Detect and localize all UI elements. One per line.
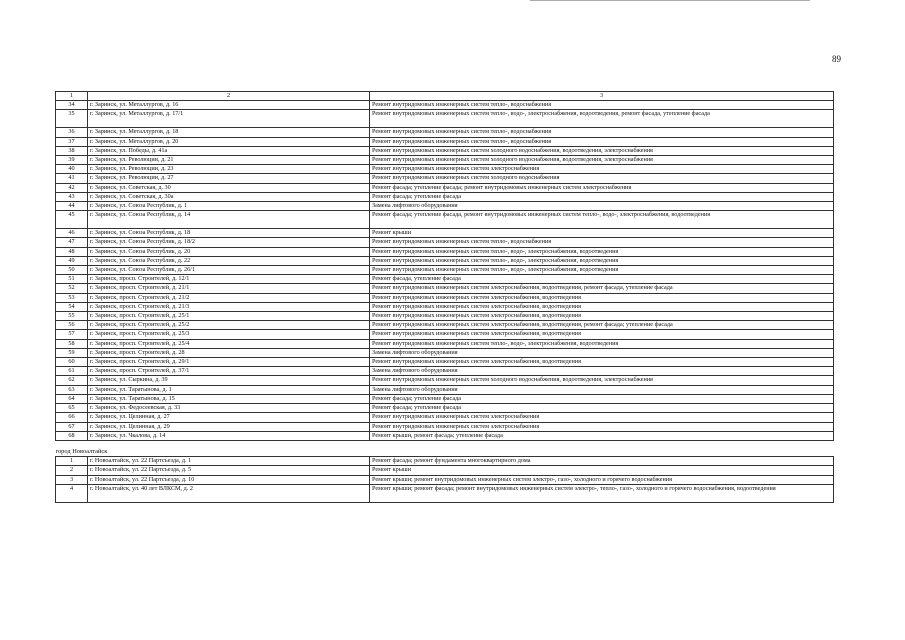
row-address: г. Новоалтайск, ул. 40 лет ВЛКСМ, д. 2 [88,484,370,502]
row-work-type: Ремонт крыши [370,229,834,238]
table-row [56,165,834,174]
row-work-type: Ремонт фасада; утепление фасада [370,394,834,403]
table-row [56,385,834,394]
row-address: г. Заринск, ул. Металлургов, д. 17/1 [88,110,370,128]
row-address: г. Заринск, ул. Союза Республик, д. 26/1 [88,266,370,275]
table-row [56,466,834,475]
header-col-1: 1 [56,92,88,101]
row-address: г. Заринск, просп. Строителей, д. 21/2 [88,293,370,302]
table-row [56,284,834,293]
row-number: 60 [56,358,88,367]
row-number: 68 [56,431,88,440]
row-work-type: Ремонт крыши; ремонт фасада; ремонт внутридомовых инженерных систем электро-, тепло-, газо-, холодного и горячего водоснабжения, водоотведения [370,484,834,502]
row-address: г. Заринск, ул. Металлургов, д. 18 [88,128,370,137]
row-number: 66 [56,413,88,422]
repair-program-table [55,91,834,503]
row-work-type: Ремонт фасада; утепление фасада [370,192,834,201]
row-address: г. Заринск, ул. Революции, д. 21 [88,156,370,165]
row-address: г. Заринск, просп. Строителей, д. 25/3 [88,330,370,339]
row-work-type: Замена лифтового оборудования [370,202,834,211]
row-address: г. Заринск, ул. Союза Республик, д. 14 [88,211,370,229]
table-row [56,394,834,403]
row-work-type: Ремонт фасада; утепление фасада, ремонт внутридомовых инженерных систем тепло-, водо-, электроснабжения, водоотведения [370,211,834,229]
row-address: г. Заринск, ул. Сыркина, д. 39 [88,376,370,385]
row-address: г. Заринск, просп. Строителей, д. 21/3 [88,302,370,311]
row-address: г. Заринск, ул. Федосеевская, д. 33 [88,404,370,413]
row-number: 59 [56,348,88,357]
table-row [56,247,834,256]
row-address: г. Заринск, ул. Целинная, д. 29 [88,422,370,431]
row-number: 37 [56,137,88,146]
row-address: г. Новоалтайск, ул. 22 Партсъезда, д. 10 [88,475,370,484]
table-row [56,422,834,431]
table-row [56,413,834,422]
row-number: 41 [56,174,88,183]
table-row [56,358,834,367]
row-work-type: Ремонт внутридомовых инженерных систем электроснабжения, водоотведения [370,312,834,321]
row-work-type: Ремонт крыши; ремонт внутридомовых инженерных систем электро-, газо-, холодного и горячего водоснабжения [370,475,834,484]
row-number: 53 [56,293,88,302]
table-row [56,183,834,192]
row-number: 36 [56,128,88,137]
row-work-type: Ремонт внутридомовых инженерных систем электроснабжения, водоотведения, ремонт фасада; утепление фасада [370,321,834,330]
row-work-type: Ремонт внутридомовых инженерных систем электроснабжения, водоотведения [370,358,834,367]
row-address: г. Заринск, ул. Союза Республик, д. 18/2 [88,238,370,247]
table-row [56,266,834,275]
row-work-type: Ремонт внутридомовых инженерных систем электроснабжения, водоотведения [370,302,834,311]
page-number: 89 [832,54,841,64]
row-address: г. Заринск, ул. Победы, д. 41а [88,146,370,155]
row-number: 3 [56,475,88,484]
table-row [56,484,834,502]
row-number: 34 [56,101,88,110]
table-row [56,348,834,357]
row-work-type: Ремонт внутридомовых инженерных систем тепло-, водо-, электроснабжения, водоотведения [370,339,834,348]
row-number: 67 [56,422,88,431]
table-row [56,229,834,238]
table-row [56,146,834,155]
row-address: г. Заринск, ул. Чкалова, д. 14 [88,431,370,440]
row-work-type: Ремонт фасада, утепление фасада [370,275,834,284]
row-work-type: Ремонт внутридомовых инженерных систем тепло-, водоснабжения [370,128,834,137]
row-work-type: Ремонт фасада; утепление фасада; ремонт внутридомовых инженерных систем электроснабжения [370,183,834,192]
row-address: г. Заринск, ул. Революции, д. 27 [88,174,370,183]
row-number: 56 [56,321,88,330]
row-number: 47 [56,238,88,247]
section-title: город Новоалтайск [55,447,108,455]
section-heading-row [56,440,834,456]
table-row [56,321,834,330]
row-address: г. Заринск, просп. Строителей, д. 25/2 [88,321,370,330]
row-work-type: Ремонт внутридомовых инженерных систем холодного водоснабжения, водоотведения, электроснабжения [370,376,834,385]
row-work-type: Ремонт внутридомовых инженерных систем тепло-, водо-, электроснабжения, водоотведения [370,247,834,256]
row-work-type: Ремонт внутридомовых инженерных систем тепло-, водоснабжения [370,101,834,110]
row-number: 63 [56,385,88,394]
row-work-type: Ремонт внутридомовых инженерных систем электроснабжения, водоотведения [370,293,834,302]
row-work-type: Ремонт внутридомовых инженерных систем электроснабжения [370,422,834,431]
row-address: г. Заринск, просп. Строителей, д. 29/1 [88,358,370,367]
row-address: г. Заринск, ул. Целинная, д. 27 [88,413,370,422]
row-work-type: Ремонт внутридомовых инженерных систем электроснабжения, водоотведения [370,330,834,339]
row-address: г. Заринск, просп. Строителей, д. 21/1 [88,284,370,293]
row-address: г. Заринск, ул. Советская, д. 30а [88,192,370,201]
top-edge-line [530,0,810,1]
row-address: г. Заринск, ул. Союза Республик, д. 18 [88,229,370,238]
table-header-row [56,92,834,101]
row-address: г. Заринск, ул. Революции, д. 23 [88,165,370,174]
table-row [56,275,834,284]
table-row [56,192,834,201]
row-number: 45 [56,211,88,229]
row-number: 61 [56,367,88,376]
row-address: г. Заринск, ул. Союза Республик, д. 22 [88,256,370,265]
row-address: г. Заринск, ул. Союза Республик, д. 1 [88,202,370,211]
table-row [56,475,834,484]
row-work-type: Ремонт внутридомовых инженерных систем электроснабжения, водоотведения, ремонт фасада, утепление фасада [370,284,834,293]
row-work-type: Ремонт крыши [370,466,834,475]
row-number: 48 [56,247,88,256]
row-address: г. Заринск, просп. Строителей, д. 25/1 [88,312,370,321]
row-work-type: Замена лифтового оборудования [370,367,834,376]
table-row [56,293,834,302]
row-work-type: Замена лифтового оборудования [370,348,834,357]
row-address: г. Заринск, ул. Советская, д. 30 [88,183,370,192]
row-address: г. Заринск, ул. Таратынова, д. 1 [88,385,370,394]
row-address: г. Заринск, ул. Металлургов, д. 20 [88,137,370,146]
table-row [56,110,834,128]
table-row [56,431,834,440]
row-address: г. Заринск, просп. Строителей, д. 12/1 [88,275,370,284]
row-address: г. Заринск, просп. Строителей, д. 25/4 [88,339,370,348]
row-work-type: Ремонт крыши, ремонт фасада; утепление фасада [370,431,834,440]
row-number: 55 [56,312,88,321]
row-address: г. Заринск, ул. Металлургов, д. 16 [88,101,370,110]
row-work-type: Ремонт внутридомовых инженерных систем электроснабжения [370,413,834,422]
table-row [56,404,834,413]
row-work-type: Ремонт фасада; утепление фасада [370,404,834,413]
row-work-type: Ремонт внутридомовых инженерных систем тепло-, водоснабжения [370,137,834,146]
table-row [56,312,834,321]
row-number: 38 [56,146,88,155]
row-number: 4 [56,484,88,502]
row-address: г. Заринск, ул. Таратынова, д. 15 [88,394,370,403]
row-work-type: Замена лифтового оборудования [370,385,834,394]
table-row [56,202,834,211]
table-row [56,367,834,376]
row-work-type: Ремонт внутридомовых инженерных систем холодного водоснабжения, водоотведения, электроснабжения [370,146,834,155]
table-row [56,256,834,265]
row-number: 1 [56,457,88,466]
table-row [56,137,834,146]
row-address: г. Заринск, просп. Строителей, д. 37/1 [88,367,370,376]
row-number: 43 [56,192,88,201]
table-row [56,330,834,339]
table-row [56,156,834,165]
row-number: 64 [56,394,88,403]
table-row [56,457,834,466]
row-number: 35 [56,110,88,128]
table-row [56,174,834,183]
header-col-2: 2 [88,92,370,101]
row-work-type: Ремонт внутридомовых инженерных систем тепло-, водо-, электроснабжения, водоотведения, ремонт фасада, утепление фасада [370,110,834,128]
row-number: 52 [56,284,88,293]
table-row [56,238,834,247]
row-number: 42 [56,183,88,192]
row-number: 44 [56,202,88,211]
row-number: 54 [56,302,88,311]
row-number: 39 [56,156,88,165]
row-number: 46 [56,229,88,238]
row-work-type: Ремонт внутридомовых инженерных систем холодного водоснабжения [370,174,834,183]
row-number: 57 [56,330,88,339]
row-work-type: Ремонт внутридомовых инженерных систем холодного водоснабжения, водоотведения, электроснабжения [370,156,834,165]
row-work-type: Ремонт внутридомовых инженерных систем электроснабжения [370,165,834,174]
row-address: г. Новоалтайск, ул. 22 Партсъезда, д. 5 [88,466,370,475]
row-number: 50 [56,266,88,275]
row-number: 65 [56,404,88,413]
row-number: 49 [56,256,88,265]
table-row [56,339,834,348]
row-number: 40 [56,165,88,174]
table-row [56,101,834,110]
table-row [56,376,834,385]
row-number: 62 [56,376,88,385]
row-address: г. Заринск, просп. Строителей, д. 28 [88,348,370,357]
header-col-3: 3 [370,92,834,101]
row-address: г. Заринск, ул. Союза Республик, д. 20 [88,247,370,256]
row-number: 51 [56,275,88,284]
row-work-type: Ремонт внутридомовых инженерных систем тепло-, водо-, электроснабжения, водоотведения [370,256,834,265]
row-work-type: Ремонт фасада; ремонт фундамента многоквартирного дома [370,457,834,466]
row-address: г. Новоалтайск, ул. 22 Партсъезда, д. 1 [88,457,370,466]
row-work-type: Ремонт внутридомовых инженерных систем тепло-, водо-, электроснабжения, водоотведения [370,266,834,275]
table-row [56,302,834,311]
table-row [56,128,834,137]
row-work-type: Ремонт внутридомовых инженерных систем тепло-, водоснабжения [370,238,834,247]
row-number: 2 [56,466,88,475]
table-row [56,211,834,229]
row-number: 58 [56,339,88,348]
